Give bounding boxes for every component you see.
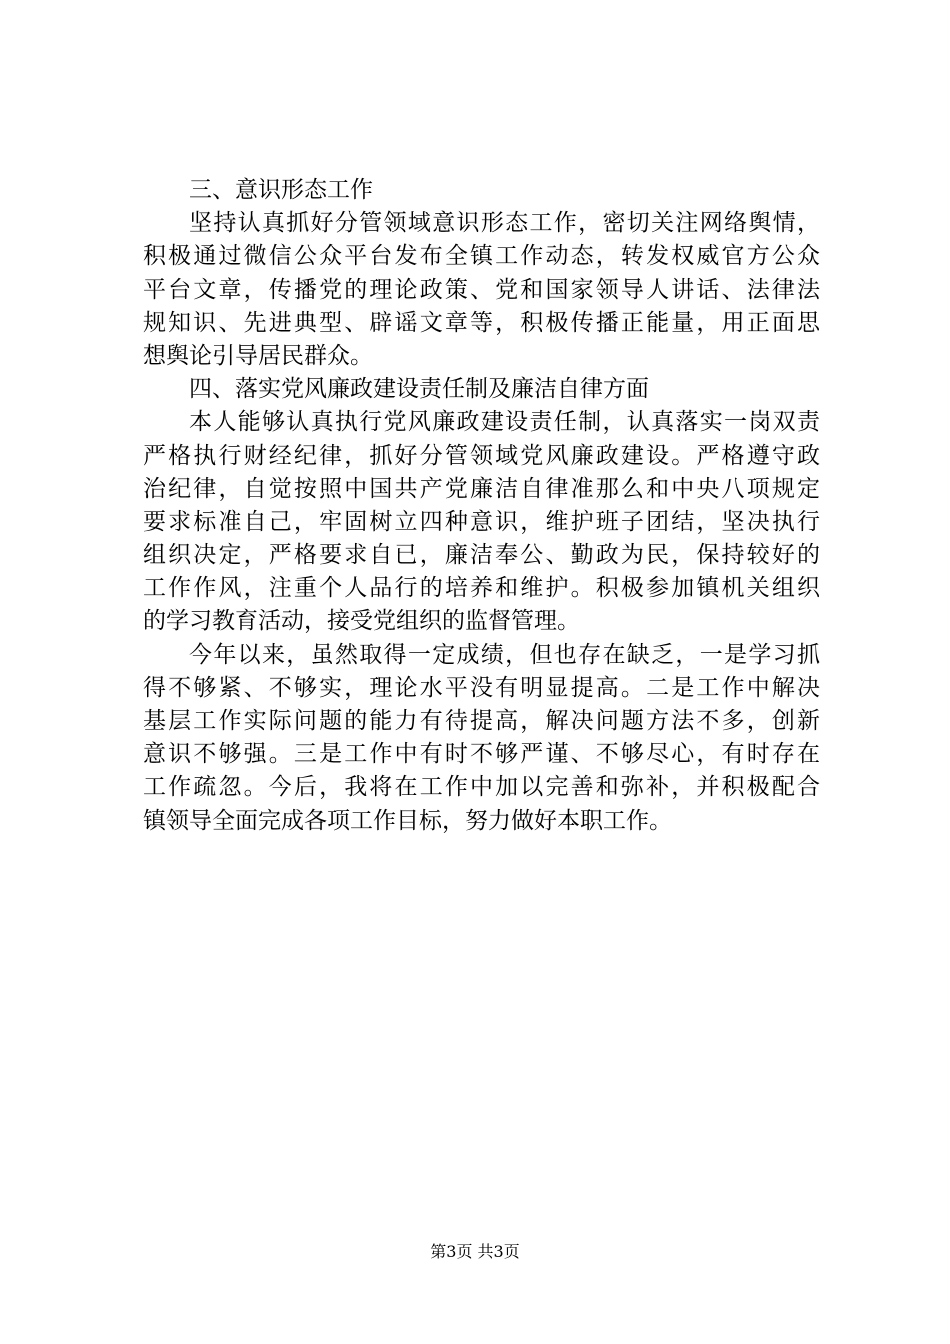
page-number-footer: 第3页 共3页 [430,1242,520,1261]
paragraph-line: 工作作风，注重个人品行的培养和维护。积极参加镇机关组织 [143,575,820,602]
section-heading-ideology: 三、意识形态工作 [189,177,373,203]
document-body [143,174,820,838]
paragraph-line: 坚持认真抓好分管领域意识形态工作，密切关注网络舆情， [189,210,820,237]
paragraph-line: 要求标准自己，牢固树立四种意识，维护班子团结，坚决执行 [143,508,820,535]
paragraph-line: 镇领导全面完成各项工作目标，努力做好本职工作。 [143,807,672,834]
paragraph-line: 严格执行财经纪律，抓好分管领域党风廉政建设。严格遵守政 [143,442,820,469]
paragraph-line: 得不够紧、不够实，理论水平没有明显提高。二是工作中解决 [143,674,820,701]
paragraph-line: 工作疏忽。今后，我将在工作中加以完善和弥补，并积极配合 [143,774,820,801]
paragraph-line: 组织决定，严格要求自已，廉洁奉公、勤政为民，保持较好的 [143,542,820,569]
paragraph-line: 今年以来，虽然取得一定成绩，但也存在缺乏，一是学习抓 [189,641,820,668]
paragraph-line: 的学习教育活动，接受党组织的监督管理。 [143,608,580,635]
paragraph-line: 想舆论引导居民群众。 [143,342,373,369]
paragraph-line: 积极通过微信公众平台发布全镇工作动态，转发权威官方公众 [143,243,820,270]
paragraph-line: 本人能够认真执行党风廉政建设责任制，认真落实一岗双责 [189,409,820,436]
paragraph-line: 规知识、先进典型、辟谣文章等，积极传播正能量，用正面思 [143,309,820,336]
section-heading-integrity: 四、落实党风廉政建设责任制及廉洁自律方面 [189,376,649,403]
paragraph-line: 治纪律，自觉按照中国共产党廉洁自律准那么和中央八项规定 [143,475,820,502]
paragraph-line: 基层工作实际问题的能力有待提高，解决问题方法不多，创新 [143,708,820,734]
paragraph-line: 意识不够强。三是工作中有时不够严谨、不够尽心，有时存在 [143,741,820,768]
paragraph-line: 平台文章，传播党的理论政策、党和国家领导人讲话、法律法 [143,276,820,303]
